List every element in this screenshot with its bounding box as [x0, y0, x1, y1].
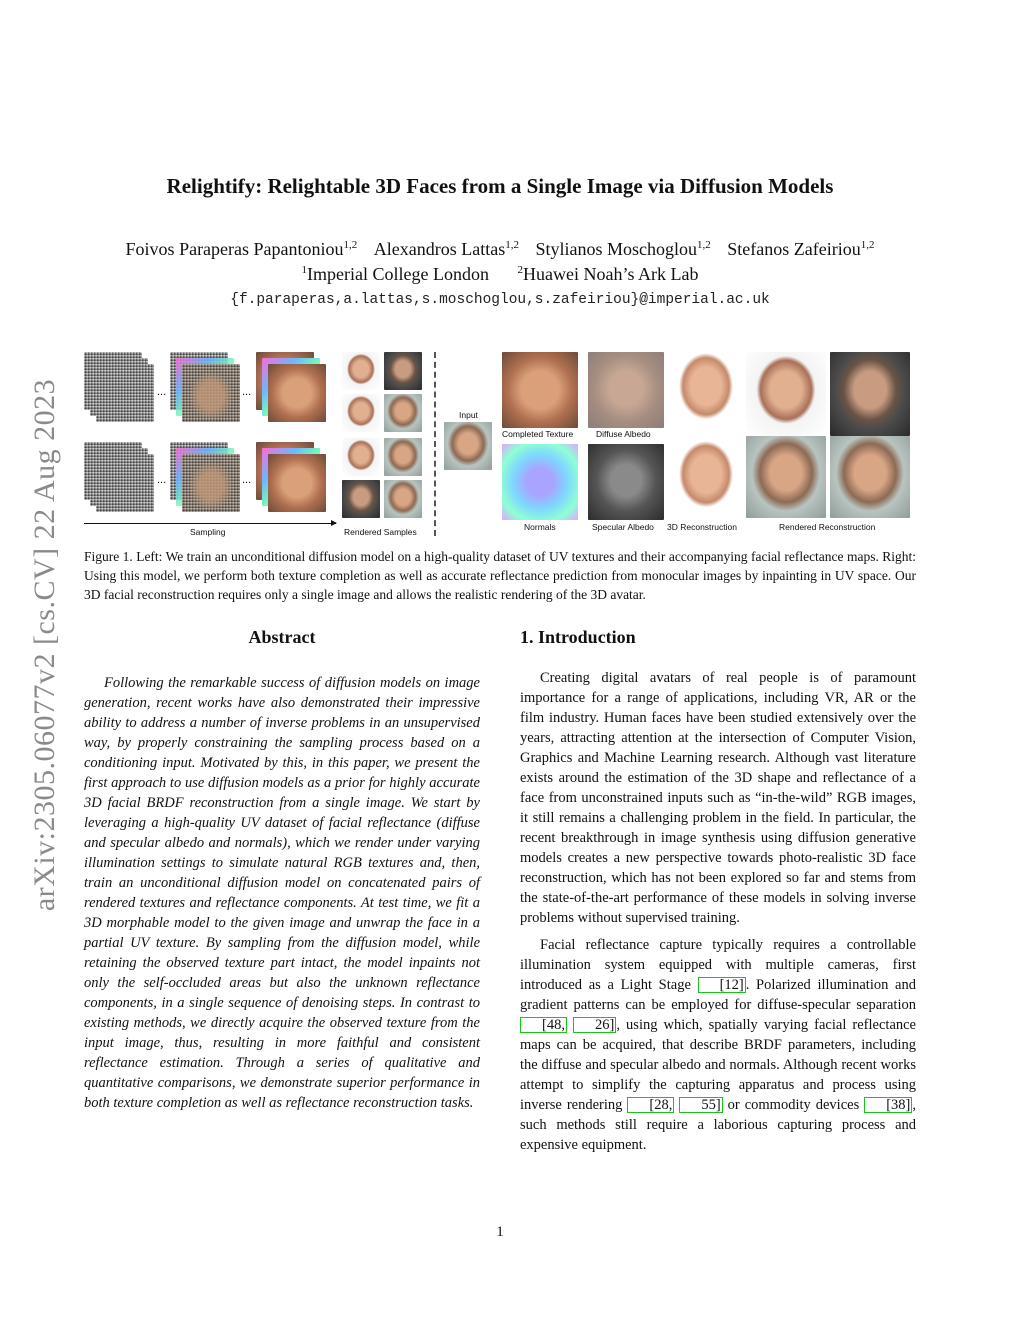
abstract-heading: Abstract: [248, 627, 316, 647]
citation-link[interactable]: [38]: [864, 1097, 912, 1113]
affiliation-list: [0, 264, 1000, 285]
ellipsis: ...: [242, 386, 252, 398]
noise-sample: [96, 454, 154, 512]
texture-sample: [268, 454, 326, 512]
rendered-reconstruction: [746, 352, 826, 436]
citation-link[interactable]: [12]: [698, 977, 746, 993]
introduction-body: [520, 668, 916, 1162]
author-emails: {f.paraperas,a.lattas,s.moschoglou,s.zafeiriou}@imperial.ac.uk: [230, 292, 770, 308]
texture-sample: [268, 364, 326, 422]
rendered-sample: [342, 438, 380, 476]
affiliation: $^2$Huawei Noah’s Ark Lab: [517, 264, 699, 284]
3d-reconstruction-view: [672, 352, 740, 428]
citation-link[interactable]: [48,: [520, 1017, 567, 1033]
citation-link[interactable]: 55]: [679, 1097, 722, 1113]
author: Alexandros Lattas$^{1,2}$: [373, 239, 519, 259]
rendered-reconstruction-label: Rendered Reconstruction: [779, 522, 876, 532]
arxiv-stamp: [22, 345, 68, 945]
noisy-texture-sample: [182, 364, 240, 422]
completed-texture-label: Completed Texture: [502, 429, 574, 439]
figure-divider: [434, 352, 436, 536]
abstract-body: Following the remarkable success of diffusion models on image generation, recent works have also demonstrated their impressive ability to address a number of inverse problems in an unsupervised way, by properly constraining the sampling process based on a conditioning input. Motivated by this, in this paper, we present the first approach to use diffusion models as a prior for highly accurate 3D facial BRDF reconstruction from a single image. We start by leveraging a high-quality UV dataset of facial reflectance (diffuse and specular albedo and normals), which we render under varying illumination settings to simulate natural RGB textures and, then, train an unconditional diffusion model on concatenated pairs of rendered textures and reflectance components. At test time, we fit a 3D morphable model to the given image and unwrap the face in a partial UV texture. By sampling from the diffusion model, while retaining the observed texture part intact, the model inpaints not only the self-occluded areas but also the unknown reflectance components, in a single sequence of denoising steps. In contrast to existing methods, we directly acquire the observed texture from the input image, thus, resulting in more faithful and consistent reflectance estimation. Through a series of qualitative and quantitative comparisons, we demonstrate superior performance in both texture completion as well as reflectance reconstruction tasks.: [84, 675, 480, 1111]
affiliation: $^1$Imperial College London: [301, 264, 489, 284]
sampling-arrow: [84, 523, 336, 524]
author-list: [0, 239, 1000, 260]
normals-map: [502, 444, 578, 520]
citation-link[interactable]: [28,: [627, 1097, 674, 1113]
rendered-sample: [384, 480, 422, 518]
completed-texture-map: [502, 352, 578, 428]
introduction-heading: 1. Introduction: [520, 627, 636, 647]
rendered-reconstruction: [746, 436, 826, 518]
noisy-texture-sample: [182, 454, 240, 512]
arxiv-id: arXiv:2305.06077v2 [cs.CV] 22 Aug 2023: [28, 378, 61, 912]
diffuse-albedo-label: Diffuse Albedo: [596, 429, 651, 439]
rendered-reconstruction: [830, 352, 910, 436]
rendered-sample: [342, 394, 380, 432]
diffuse-albedo-map: [588, 352, 664, 428]
intro-paragraph: Creating digital avatars of real people is of paramount importance for a range of applications, including VR, AR or the film industry. Human faces have been studied extensively over the years, attracting attention at the intersection of Computer Vision, Graphics and Machine Learning research. Although vast literature exists around the estimation of the 3D shape and reflectance of a face from unconstrained inputs such as “in-the-wild” RGB images, it still remains a challenging problem in the field. In particular, the recent breakthrough in image synthesis using diffusion generative models creates a new perspective towards photo-realistic 3D face reconstruction, which has not been explored so far and stems from the state-of-the-art performance of these models in solving inverse problems without supervised training.: [520, 670, 916, 926]
rendered-reconstruction: [830, 436, 910, 518]
ellipsis: ...: [242, 474, 252, 486]
citation-link[interactable]: 26]: [573, 1017, 616, 1033]
ellipsis: ...: [157, 386, 167, 398]
author: Foivos Paraperas Papantoniou$^{1,2}$: [125, 239, 358, 259]
rendered-sample: [384, 438, 422, 476]
paper-title: Relightify: Relightable 3D Faces from a Single Image via Diffusion Models: [166, 174, 834, 198]
normals-label: Normals: [524, 522, 556, 532]
rendered-sample: [384, 352, 422, 390]
input-label: Input: [459, 410, 478, 420]
page-number: 1: [496, 1224, 504, 1240]
ellipsis: ...: [157, 474, 167, 486]
3d-reconstruction-view: [672, 440, 740, 516]
rendered-samples-label: Rendered Samples: [344, 527, 417, 537]
noise-sample: [96, 364, 154, 422]
author: Stylianos Moschoglou$^{1,2}$: [535, 239, 711, 259]
specular-albedo-map: [588, 444, 664, 520]
3d-reconstruction-label: 3D Reconstruction: [667, 522, 737, 532]
specular-albedo-label: Specular Albedo: [592, 522, 654, 532]
rendered-sample: [342, 480, 380, 518]
author: Stefanos Zafeiriou$^{1,2}$: [727, 239, 875, 259]
input-photo: [444, 422, 492, 470]
figure-caption: Figure 1. Left: We train an unconditional diffusion model on a high-quality dataset of UV textures and their accompanying facial reflectance maps. Right: Using this model, we perform both texture completion as well as accurate reflectance prediction from monocular images by inpainting in UV space. Our 3D facial reconstruction requires only a single image and allows the realistic rendering of the 3D avatar.: [84, 549, 916, 602]
sampling-label: Sampling: [190, 527, 226, 537]
rendered-sample: [342, 352, 380, 390]
intro-paragraph: Facial reflectance capture typically requires a controllable illumination system equipped with multiple cameras, first introduced as a Light Stage [12] . Polarized illumination and gradient patterns can be employed for diffuse-specular separation [48, 26] , using which, spatially varying facial reflectance maps can be acquired, that describe BRDF parameters, including the diffuse and specular albedo and normals. Although recent works attempt to simplify the capturing apparatus and process using inverse rendering [28, 55] or commodity devices [38] , such methods still require a laborious capturing process and expensive equipment.: [520, 937, 917, 1153]
figure-1: [84, 348, 916, 540]
rendered-sample: [384, 394, 422, 432]
